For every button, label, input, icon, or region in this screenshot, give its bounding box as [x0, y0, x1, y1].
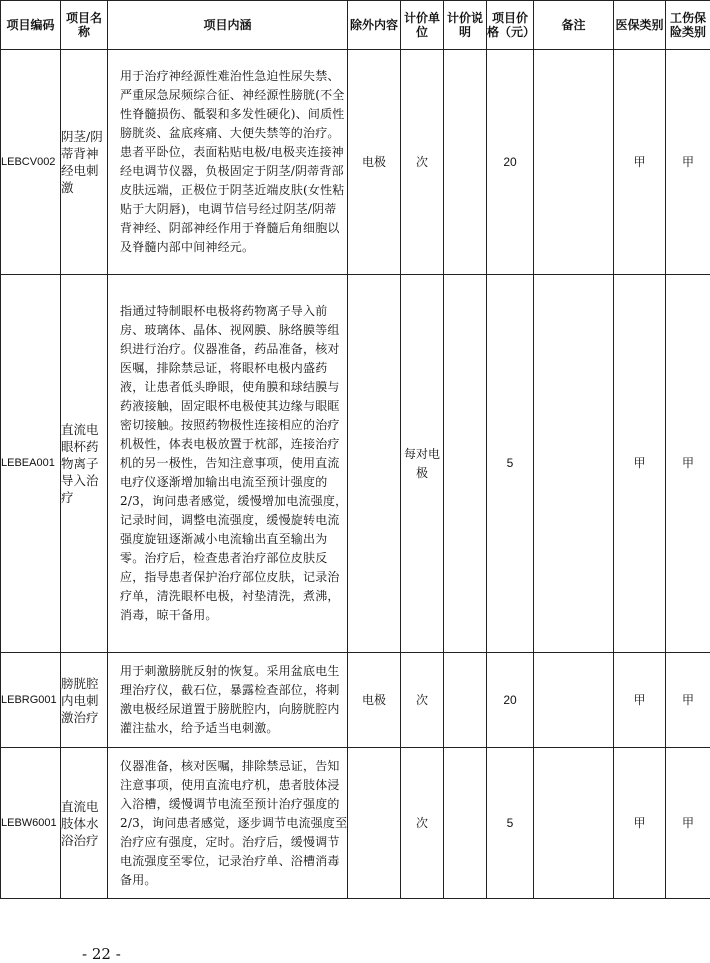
header-medical-insurance: 医保类别 [614, 1, 666, 50]
item-remark [534, 275, 614, 653]
header-row [1, 1, 710, 50]
item-price: 5 [487, 275, 534, 653]
table-row [1, 50, 710, 275]
item-pricing-note [444, 275, 487, 653]
item-pricing-note [444, 50, 487, 275]
item-unit: 次 [401, 748, 444, 899]
table-row [1, 748, 710, 899]
header-injury-insurance: 工伤保险类别 [666, 1, 710, 50]
header-excluded: 除外内容 [348, 1, 401, 50]
item-unit: 每对电极 [401, 275, 444, 653]
item-injury-insurance: 甲 [666, 748, 710, 899]
item-content: 仪器准备，核对医嘱，排除禁忌证，告知注意事项，使用直流电疗机，患者肢体浸入浴槽，缓慢调节电流至预计治疗强度的2/3，询问患者感觉，逐步调节电流强度至治疗应有强度，定时。治疗后，缓慢调节电流强度至零位，记录治疗单、浴槽消毒备用。 [120, 758, 348, 887]
item-code: LEBCV002 [1, 50, 61, 275]
item-name: 直流电眼杯药物离子导入治疗 [61, 275, 108, 653]
header-code: 项目编码 [1, 1, 61, 50]
item-pricing-note [444, 653, 487, 748]
header-content: 项目内涵 [108, 1, 348, 50]
page-number: - 22 - [82, 945, 121, 963]
item-injury-insurance: 甲 [666, 653, 710, 748]
item-code: LEBEA001 [1, 275, 61, 653]
item-excluded [348, 748, 401, 899]
header-remark: 备注 [534, 1, 614, 50]
header-unit: 计价单位 [401, 1, 444, 50]
item-code: LEBW6001 [1, 748, 61, 899]
item-name: 膀胱腔内电刺激治疗 [61, 653, 108, 748]
item-remark [534, 653, 614, 748]
item-name: 阴茎/阴蒂背神经电刺激 [61, 50, 108, 275]
item-injury-insurance: 甲 [666, 50, 710, 275]
item-injury-insurance: 甲 [666, 275, 710, 653]
item-code: LEBRG001 [1, 653, 61, 748]
item-remark [534, 50, 614, 275]
table-row [1, 275, 710, 653]
item-excluded: 电极 [348, 50, 401, 275]
item-medical-insurance: 甲 [614, 275, 666, 653]
item-content: 指通过特制眼杯电极将药物离子导入前房、玻璃体、晶体、视网膜、脉络膜等组织进行治疗。仪器准备，药品准备，核对医嘱，排除禁忌证，将眼杯电极内盛药液，让患者低头睁眼，使角膜和球结膜与药液接触，固定眼杯电极使其边缘与眼眶密切接触。按照药物极性连接相应的治疗机极性，体表电极放置于枕部，连接治疗机的另一极性，告知注意事项，使用直流电疗仪逐渐增加输出电流至预计强度的2/3，询问患者感觉，缓慢增加电流强度，记录时间，调整电流强度，缓慢旋转电流强度旋钮逐渐减小电流输出直至输出为零。治疗后，检查患者治疗部位皮肤反应，指导患者保护治疗部位皮肤，记录治疗单，清洗眼杯电极，衬垫清洗，煮沸，消毒，晾干备用。 [120, 304, 348, 622]
header-pricing-note: 计价说明 [444, 1, 487, 50]
header-name: 项目名称 [61, 1, 108, 50]
table-row [1, 653, 710, 748]
item-name: 直流电肢体水浴治疗 [61, 748, 108, 899]
item-excluded [348, 275, 401, 653]
header-price: 项目价格（元） [487, 1, 534, 50]
item-price: 5 [487, 748, 534, 899]
item-price: 20 [487, 50, 534, 275]
item-pricing-note [444, 748, 487, 899]
item-medical-insurance: 甲 [614, 50, 666, 275]
item-medical-insurance: 甲 [614, 748, 666, 899]
item-content: 用于治疗神经源性难治性急迫性尿失禁、严重尿急尿频综合征、神经源性膀胱(不全性脊髓损伤、骶裂和多发性硬化)、间质性膀胱炎、盆底疼痛、大便失禁等的治疗。患者平卧位，表面粘贴电极/电极夹连接神经电调节仪器，负极固定于阴茎/阴蒂背部皮肤远端，正极位于阴茎近端皮肤(女性粘贴于大阴唇)，电调节信号经过阴茎/阴蒂背神经、阴部神经作用于脊髓后角细胞以及脊髓内部中间神经元。 [120, 69, 345, 254]
item-content: 用于刺激膀胱反射的恢复。采用盆底电生理治疗仪，截石位，暴露检查部位，将刺激电极经尿道置于膀胱腔内，向膀胱腔内灌注盐水，给予适当电刺激。 [120, 664, 340, 735]
item-price: 20 [487, 653, 534, 748]
item-unit: 次 [401, 653, 444, 748]
item-remark [534, 748, 614, 899]
item-medical-insurance: 甲 [614, 653, 666, 748]
item-unit: 次 [401, 50, 444, 275]
item-excluded: 电极 [348, 653, 401, 748]
